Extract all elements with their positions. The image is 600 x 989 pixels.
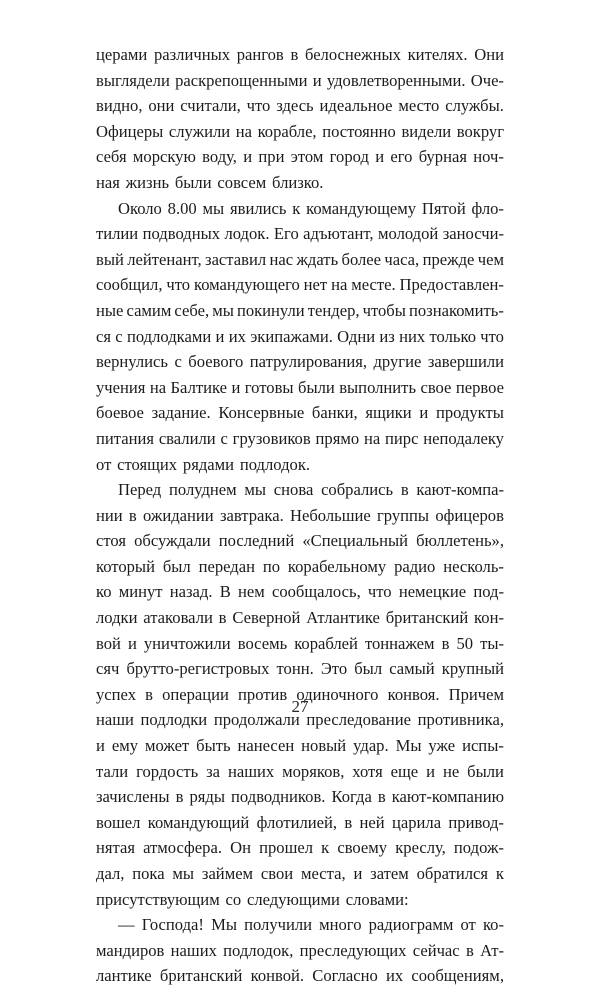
text-line: тилии подводных лодок. Его адъютант, молодой заносчи- — [96, 224, 504, 244]
text-line: Перед полуднем мы снова собрались в кают-компа- — [118, 480, 504, 500]
text-line: вернулись с боевого патрулирования, другие завершили — [96, 352, 504, 372]
paragraph — [96, 912, 504, 989]
body-text — [96, 42, 504, 989]
text-line: церами различных рангов в белоснежных кителях. Они — [96, 45, 504, 64]
text-line: ная жизнь были совсем близко. — [96, 172, 324, 192]
text-line: ные самим себе, мы покинули тендер, чтобы познакомить- — [96, 300, 504, 320]
text-line: стоя обсуждали последний «Специальный бюллетень», — [96, 531, 504, 551]
text-line: наши подлодки продолжали преследование противника, — [96, 710, 504, 730]
text-line: видно, они считали, что здесь идеальное место службы. — [96, 96, 504, 116]
text-line: сообщил, что командующего нет на месте. Предоставлен- — [96, 275, 504, 295]
page-number: 27 — [291, 697, 309, 716]
text-line: учения на Балтике и готовы были выполнить свое первое — [96, 377, 504, 397]
text-line: нии в ожидании завтрака. Небольшие группы офицеров — [96, 505, 504, 525]
text-line: лодки атаковали в Северной Атлантике британский кон- — [96, 608, 504, 628]
text-line: себя морскую воду, и при этом город и его бурная ноч- — [96, 147, 504, 167]
text-line: ся с подлодками и их экипажами. Одни из них только что — [96, 326, 504, 346]
text-line: сяч брутто-регистровых тонн. Это был самый крупный — [96, 659, 504, 679]
text-line: который был передан по корабельному радио несколь- — [96, 556, 504, 576]
text-line: дал, пока мы займем свои места, и затем обратился к — [96, 864, 504, 883]
text-line: боевое задание. Консервные банки, ящики и продукты — [96, 403, 504, 423]
paragraph — [96, 196, 504, 478]
text-line: вой и уничтожили восемь кораблей тоннажем в 50 ты- — [96, 633, 504, 653]
text-line: мандиров наших подлодок, преследующих сейчас в Ат- — [96, 940, 504, 960]
text-line: Около 8.00 мы явились к командующему Пятой фло- — [118, 198, 504, 218]
text-line: лантике британский конвой. Согласно их сообщениям, — [96, 966, 504, 986]
paragraph — [96, 42, 504, 196]
text-line: Офицеры служили на корабле, постоянно видели вокруг — [96, 121, 504, 141]
text-line: вошел командующий флотилией, в ней царила привод- — [96, 812, 504, 832]
paragraph — [96, 477, 504, 912]
text-line: от стоящих рядами подлодок. — [96, 454, 311, 474]
text-line: — Господа! Мы получили много радиограмм от ко- — [118, 915, 504, 935]
text-line: успех в операции против одиночного конвоя. Причем — [96, 684, 504, 704]
text-line: вый лейтенант, заставил нас ждать более часа, прежде чем — [96, 249, 504, 269]
text-line: нятая атмосфера. Он прошел к своему креслу, подож- — [96, 838, 504, 858]
text-line: зачислены в ряды подводников. Когда в кают-компанию — [96, 787, 504, 807]
text-line: выглядели раскрепощенными и удовлетворенными. Оче- — [96, 70, 504, 90]
text-line: тали гордость за наших моряков, хотя еще и не были — [96, 761, 504, 781]
text-line: и ему может быть нанесен новый удар. Мы уже испы- — [96, 736, 504, 756]
text-line: ко минут назад. В нем сообщалось, что немецкие под- — [96, 582, 504, 602]
text-line: присутствующим со следующими словами: — [96, 889, 409, 909]
text-line: питания свалили с грузовиков прямо на пирс неподалеку — [96, 428, 504, 448]
